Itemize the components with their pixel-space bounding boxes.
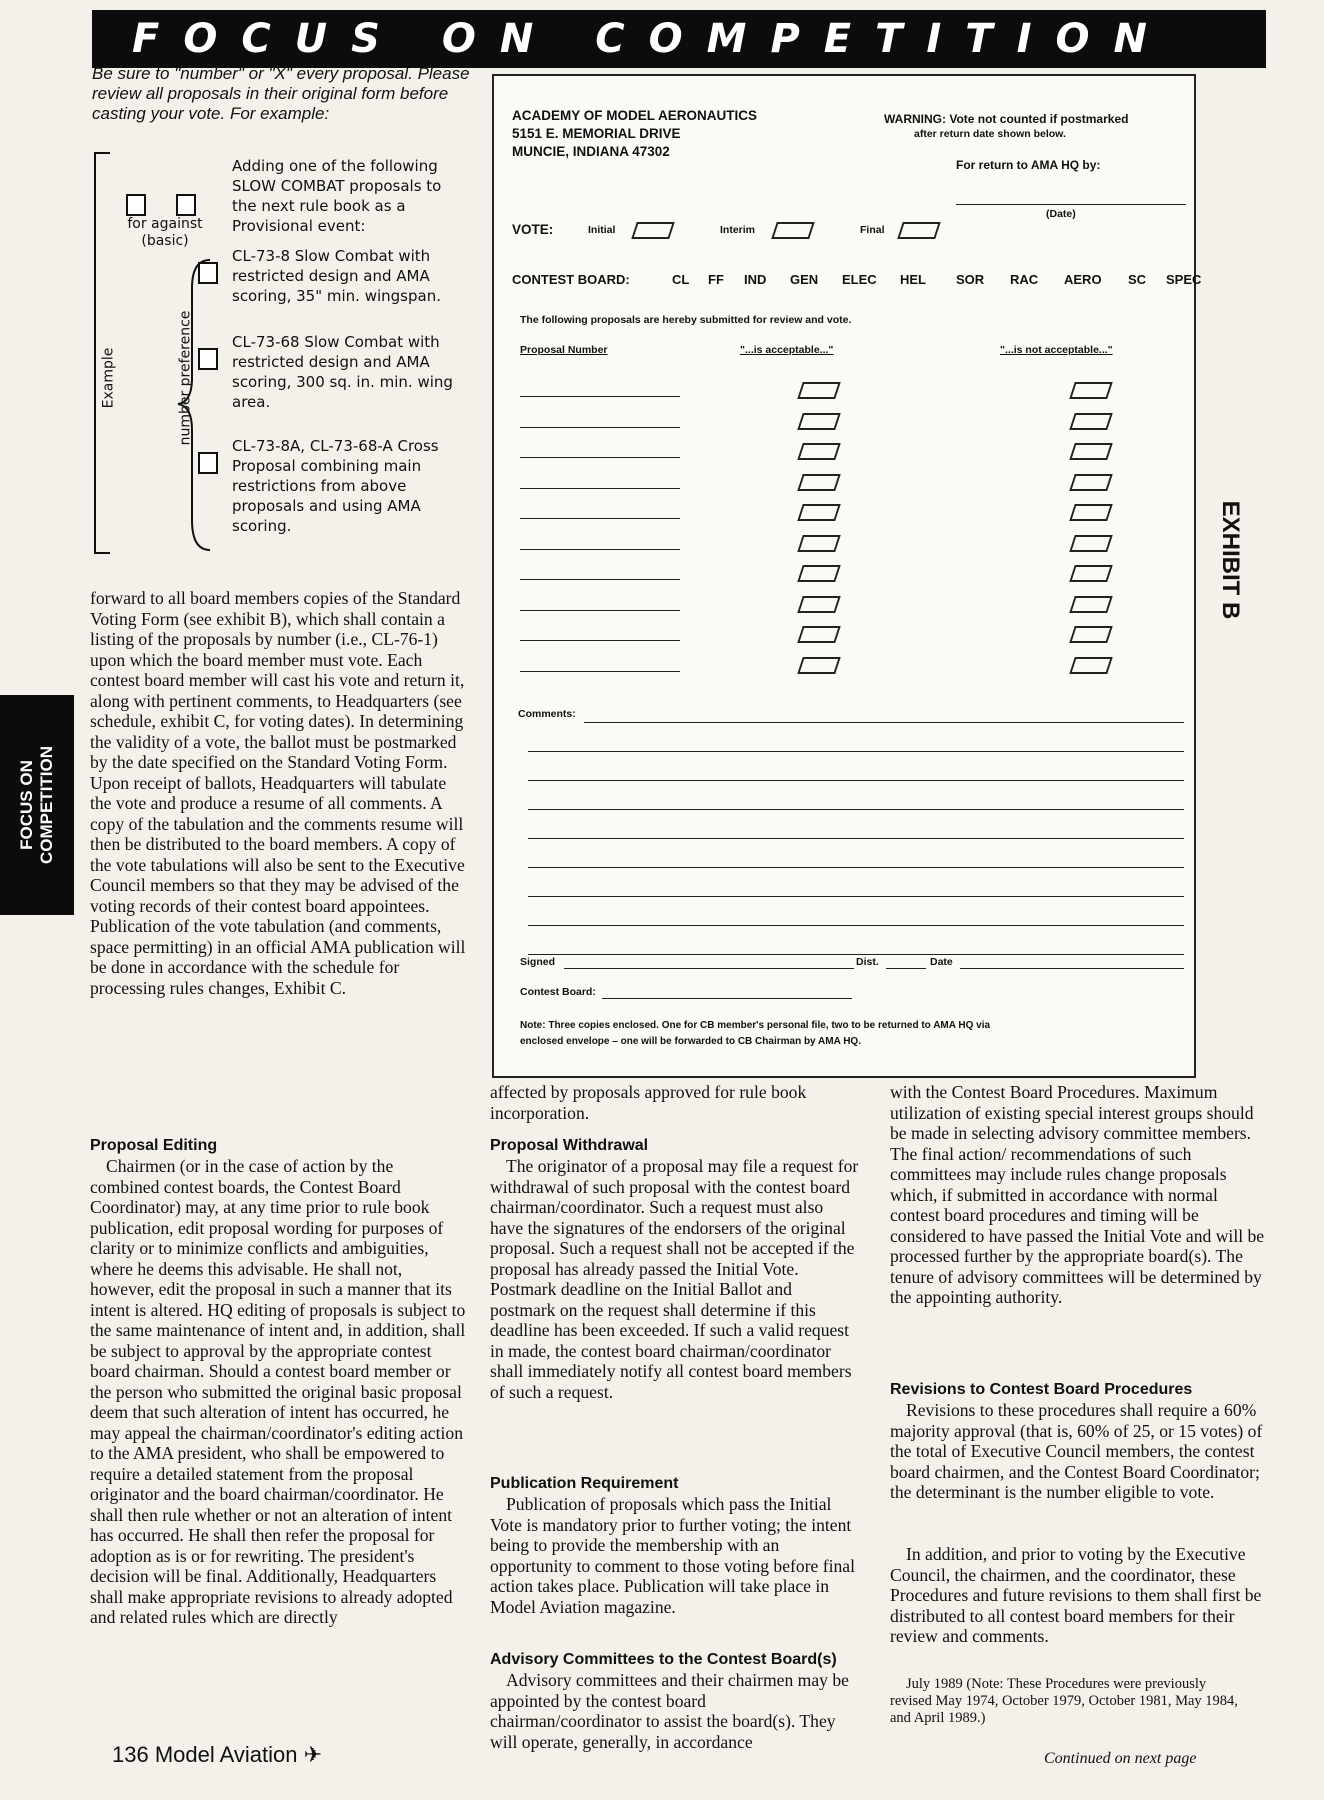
proposal-number-line[interactable] <box>520 671 680 672</box>
proposal-number-line[interactable] <box>520 427 680 428</box>
voting-form <box>492 74 1202 1078</box>
col-acceptable: "...is acceptable..." <box>740 344 834 356</box>
form-address-3: MUNCIE, INDIANA 47302 <box>512 144 670 159</box>
proposal-number-line[interactable] <box>520 518 680 519</box>
comment-line[interactable] <box>584 722 1184 723</box>
signed-label: Signed <box>520 956 556 968</box>
board-hel[interactable]: HEL <box>900 272 926 287</box>
col3-paragraph-1: Revisions to these procedures shall require a 60% majority approval (that is, 60% of 25, or 15 votes) of the total of Executive Council members, the contest board chairmen, and the Contest Board Coordinator; the determinant is the number eligible to vote. <box>890 1400 1263 1502</box>
acceptable-box[interactable] <box>797 443 841 460</box>
proposal-number-line[interactable] <box>520 579 680 580</box>
col2-paragraph-0: affected by proposals approved for rule book incorporation. <box>490 1082 807 1123</box>
col2-heading-3: Advisory Committees to the Contest Board(s) <box>490 1651 837 1668</box>
proposal-number-line[interactable] <box>520 549 680 550</box>
acceptable-box[interactable] <box>797 626 841 643</box>
form-note-2: enclosed envelope – one will be forwarded to CB Chairman by AMA HQ. <box>520 1036 861 1047</box>
not-acceptable-box[interactable] <box>1069 657 1113 674</box>
col2-paragraph-2: Publication of proposals which pass the Initial Vote is mandatory prior to further voting; the intent being to provide the membership with an opportunity to comment to those voting before final action takes place. Publication will take place in Model Aviation magazine. <box>490 1494 856 1617</box>
page-footer: 136 Model Aviation ✈ <box>112 1742 323 1767</box>
not-acceptable-box[interactable] <box>1069 382 1113 399</box>
col3-heading: Revisions to Contest Board Procedures <box>890 1381 1193 1398</box>
comment-line[interactable] <box>528 809 1184 810</box>
exhibit-label: EXHIBIT B <box>1217 500 1244 620</box>
contest-board-sign-label: Contest Board: <box>520 986 596 998</box>
not-acceptable-box[interactable] <box>1069 443 1113 460</box>
contest-board-label: CONTEST BOARD: <box>512 272 630 287</box>
col1-paragraph-2: Chairmen (or in the case of action by the combined contest boards, the Contest Board Coordinator) may, at any time prior to rule book publication, edit proposal wording for purposes of clarity or to minimize conflicts and ambiguities, where he deems this advisable. He shall not, however, edit the proposal in such a manner that its intent is altered. HQ editing of proposals is subject to the same maintenance of intent and, in addition, shall be subject to approval by the appropriate contest board chairman. Should a contest board member or the person who submitted the original basic proposal deem that such alteration of intent has occurred, he may appeal the chairman/coordinator's editing action to the AMA president, who shall be empowered to require a detailed statement from the proposal originator and the board chairman/coordinator. He shall then rule whether or not an alteration of intent has occurred. He shall then refer the proposal for adoption as is or for rewriting. The president's decision will be final. Additionally, Headquarters shall make appropriate revisions to already adopted and related rules which are directly <box>90 1156 466 1627</box>
vote-interim-box[interactable] <box>771 222 815 239</box>
option-2: CL-73-68 Slow Combat with restricted design and AMA scoring, 300 sq. in. min. wing area. <box>232 333 453 411</box>
continued-note: Continued on next page <box>1044 1750 1197 1767</box>
proposal-number-line[interactable] <box>520 640 680 641</box>
col-not-acceptable: "...is not acceptable..." <box>1000 344 1113 356</box>
for-against-label: for against (basic) <box>127 216 203 249</box>
option-1: CL-73-8 Slow Combat with restricted design and AMA scoring, 35" min. wingspan. <box>232 247 441 305</box>
comment-line[interactable] <box>528 896 1184 897</box>
intro-text: Be sure to "number" or "X" every proposal. Please review all proposals in their original form before casting your vote. For example: <box>92 64 470 123</box>
comment-line[interactable] <box>528 867 1184 868</box>
label-example: Example <box>100 347 117 409</box>
proposal-number-line[interactable] <box>520 610 680 611</box>
vote-initial-box[interactable] <box>631 222 675 239</box>
brace <box>174 258 214 558</box>
option-3: CL-73-8A, CL-73-68-A Cross Proposal combining main restrictions from above proposals and using AMA scoring. <box>232 437 439 535</box>
not-acceptable-box[interactable] <box>1069 504 1113 521</box>
form-note-1: Note: Three copies enclosed. One for CB member's personal file, two to be returned to AMA HQ via <box>520 1020 991 1031</box>
board-cl[interactable]: CL <box>672 272 690 287</box>
board-sc[interactable]: SC <box>1128 272 1147 287</box>
proposal-number-line[interactable] <box>520 396 680 397</box>
col2-paragraph-3: Advisory committees and their chairmen may be appointed by the contest board chairman/coordinator to assist the board(s). They will operate, generally, in accordance <box>490 1670 849 1752</box>
form-submitted-text: The following proposals are hereby submitted for review and vote. <box>520 314 852 326</box>
comments-label: Comments: <box>518 708 576 720</box>
form-date-label: (Date) <box>1046 208 1076 220</box>
form-return-to: For return to AMA HQ by: <box>956 158 1101 172</box>
proposal-number-line[interactable] <box>520 457 680 458</box>
board-aero[interactable]: AERO <box>1064 272 1102 287</box>
form-vote-label: VOTE: <box>512 222 554 237</box>
form-warning-1: WARNING: Vote not counted if postmarked <box>884 112 1129 126</box>
dist-label: Dist. <box>856 956 879 968</box>
not-acceptable-box[interactable] <box>1069 535 1113 552</box>
proposal-number-line[interactable] <box>520 488 680 489</box>
col2-paragraph-1: The originator of a proposal may file a request for withdrawal of such proposal with the contest board chairman/coordinator. Such a request must also have the signatures of the endorsers of the original proposal. Such a request shall not be accepted if the proposal has already passed the Initial Vote. Postmark deadline on the Initial Ballot and postmark on the request shall determine if this deadline has been exceeded. If such a valid request in made, the contest board chairman/coordinator shall immediately notify all contest board members of such a request. <box>490 1156 859 1402</box>
section-banner: FOCUS ON COMPETITION <box>92 10 1266 68</box>
vote-final-box[interactable] <box>897 222 941 239</box>
comment-line[interactable] <box>528 780 1184 781</box>
not-acceptable-box[interactable] <box>1069 596 1113 613</box>
label-number-preference: number preference <box>177 310 194 446</box>
not-acceptable-box[interactable] <box>1069 413 1113 430</box>
board-ff[interactable]: FF <box>708 272 724 287</box>
not-acceptable-box[interactable] <box>1069 474 1113 491</box>
board-sor[interactable]: SOR <box>956 272 985 287</box>
date-label: Date <box>930 956 953 968</box>
acceptable-box[interactable] <box>797 474 841 491</box>
vote-final-label: Final <box>860 224 885 236</box>
board-gen[interactable]: GEN <box>790 272 819 287</box>
acceptable-box[interactable] <box>797 413 841 430</box>
col3-paragraph-0: with the Contest Board Procedures. Maximum utilization of existing special interest groups should be made in selecting advisory committee members. The final action/ recommendations of such committees may include rules change proposals which, if submitted in accordance with normal contest board procedures and timing will be considered to have passed the Initial Vote and will be processed further by the appropriate board(s). The tenure of advisory committees will be determined by the appointing authority. <box>890 1082 1265 1307</box>
acceptable-box[interactable] <box>797 596 841 613</box>
comment-line[interactable] <box>528 925 1184 926</box>
form-warning-2: after return date shown below. <box>914 128 1066 140</box>
form-address-1: ACADEMY OF MODEL AERONAUTICS <box>512 108 758 123</box>
side-tab <box>0 695 74 915</box>
example-block <box>92 148 472 558</box>
side-tab-label: FOCUS ON COMPETITION <box>17 745 56 865</box>
acceptable-box[interactable] <box>797 382 841 399</box>
col1-heading: Proposal Editing <box>90 1137 218 1154</box>
board-elec[interactable]: ELEC <box>842 272 877 287</box>
acceptable-box[interactable] <box>797 565 841 582</box>
not-acceptable-box[interactable] <box>1069 626 1113 643</box>
acceptable-box[interactable] <box>797 504 841 521</box>
comment-line[interactable] <box>528 751 1184 752</box>
board-spec[interactable]: SPEC <box>1166 272 1202 287</box>
vote-initial-label: Initial <box>588 224 616 236</box>
col3-revision-note: July 1989 (Note: These Procedures were previously revised May 1974, October 1979, October 1981, May 1984, and April 1989.) <box>890 1676 1238 1726</box>
not-acceptable-box[interactable] <box>1069 565 1113 582</box>
acceptable-box[interactable] <box>797 657 841 674</box>
board-rac[interactable]: RAC <box>1010 272 1039 287</box>
form-address-2: 5151 E. MEMORIAL DRIVE <box>512 126 681 141</box>
vote-interim-label: Interim <box>720 224 756 236</box>
col3-paragraph-2: In addition, and prior to voting by the Executive Council, the chairmen, and the coordinator, these Procedures and future revisions to them shall first be distributed to all contest board members for their review and comments. <box>890 1544 1262 1646</box>
acceptable-box[interactable] <box>797 535 841 552</box>
col2-heading-1: Proposal Withdrawal <box>490 1137 649 1154</box>
comment-line[interactable] <box>528 954 1184 955</box>
basic-proposal-text: Adding one of the following SLOW COMBAT proposals to the next rule book as a Provisional event: <box>232 157 442 235</box>
comment-line[interactable] <box>528 838 1184 839</box>
col1-paragraph: forward to all board members copies of the Standard Voting Form (see exhibit B), which shall contain a listing of the proposals by number (i.e., CL-76-1) upon which the board member must vote. Each contest board member will cast his vote and return it, along with pertinent comments, to Headquarters (see schedule, exhibit C, for voting dates). In determining the validity of a vote, the ballot must be postmarked by the date specified on the Standard Voting Form. Upon receipt of ballots, Headquarters will tabulate the vote and produce a resume of all comments. A copy of the tabulation and the comments resume will then be distributed to the board members. A copy of the vote tabulations will also be sent to the Executive Council members so that they may be advised of the voting records of their contest board appointees. Publication of the vote tabulation (and comments, space permitting) in an official AMA publication will be done in accordance with the schedule for processing rules changes, Exhibit C. <box>90 588 466 998</box>
col2-heading-2: Publication Requirement <box>490 1475 679 1492</box>
col-proposal-number: Proposal Number <box>520 344 608 356</box>
board-ind[interactable]: IND <box>744 272 767 287</box>
